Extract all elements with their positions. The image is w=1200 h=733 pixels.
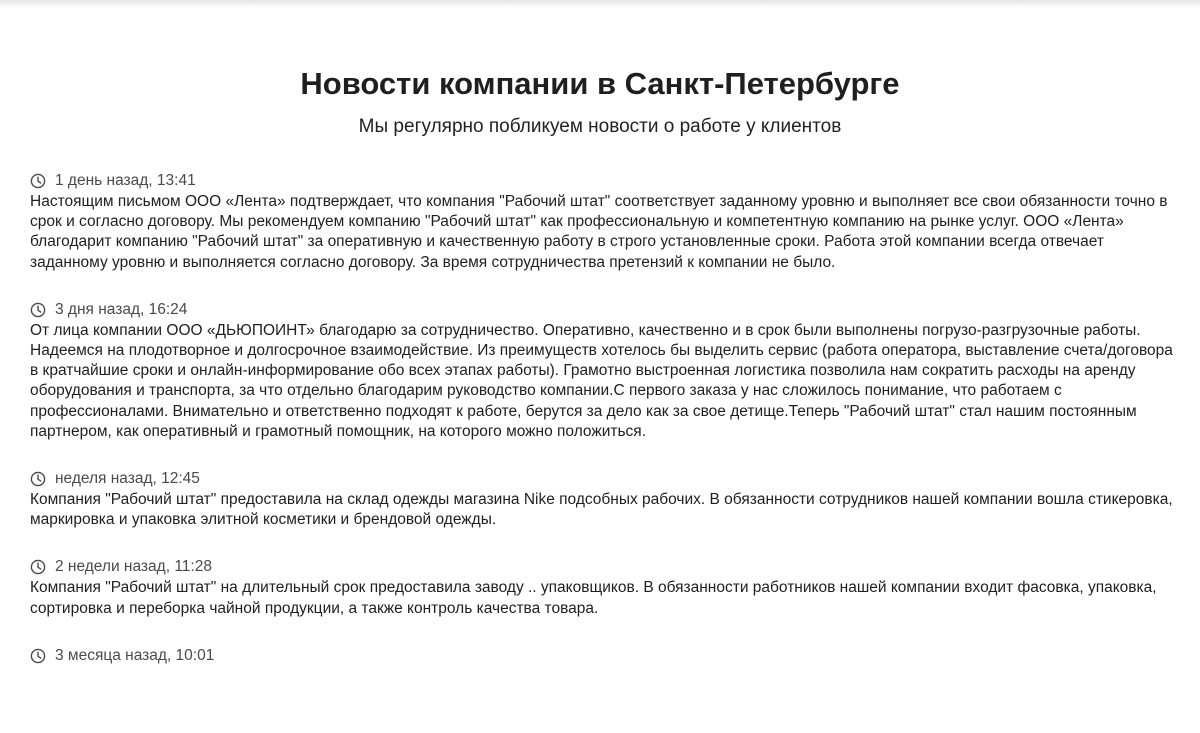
news-time: 3 дня назад, 16:24 xyxy=(55,300,188,318)
news-meta xyxy=(30,170,1180,192)
news-item xyxy=(30,299,1180,442)
news-list xyxy=(30,170,1180,693)
news-item xyxy=(30,556,1180,618)
news-text: Компания "Рабочий штат" предоставила на склад одежды магазина Nike подсобных рабочих. В обязанности сотрудников нашей компании вошла стикеровка, маркировка и упаковка элитной косметики и брендовой одежды. xyxy=(30,491,1173,529)
news-meta xyxy=(30,556,1180,578)
clock-icon xyxy=(30,559,46,575)
news-meta xyxy=(30,299,1180,321)
news-text: Компания "Рабочий штат" на длительный срок предоставила заводу .. упаковщиков. В обязанности работников нашей компании входит фасовка, упаковка, сортировка и переборка чайной продукции, а также контроль качества товара. xyxy=(30,579,1157,617)
news-item xyxy=(30,170,1180,273)
news-time: 1 день назад, 13:41 xyxy=(55,172,196,189)
news-text: Настоящим письмом ООО «Лента» подтверждает, что компания "Рабочий штат" соответствует заданному уровню и выполняет все свои обязанности точно в срок и согласно договору. Мы рекомендуем компанию "Рабочий штат" как профессиональную и компетентную компанию на рынке услуг. ООО «Лента» благодарит компанию "Рабочий штат" за оперативную и качественную работу в строго установленные сроки. Работа этой компании всегда отвечает заданному уровню и выполняется согласно договору. За время сотрудничества претензий к компании не было. xyxy=(30,193,1168,271)
news-time: 2 недели назад, 11:28 xyxy=(55,558,212,576)
clock-icon xyxy=(30,648,46,664)
clock-icon xyxy=(30,471,46,487)
news-item xyxy=(30,645,1180,667)
clock-icon xyxy=(30,173,46,189)
news-item xyxy=(30,468,1180,530)
news-time: неделя назад, 12:45 xyxy=(55,470,200,488)
page-subtitle: Мы регулярно побликуем новости о работе у клиентов xyxy=(358,116,842,137)
clock-icon xyxy=(30,302,46,318)
top-shadow xyxy=(0,0,1200,8)
page-title: Новости компании в Санкт-Петербурге xyxy=(300,66,900,101)
news-time: 3 месяца назад, 10:01 xyxy=(55,646,215,664)
news-meta xyxy=(30,468,1180,490)
news-text: От лица компании ООО «ДЬЮПОИНТ» благодарю за сотрудничество. Оперативно, качественно и в срок были выполнены погрузо-разгрузочные работы. Надеемся на плодотворное и долгосрочное взаимодействие. Из преимуществ хотелось бы выделить сервис (работа оператора, выставление счета/договора в кратчайшие сроки и онлайн-информирование обо всех этапах работы). Грамотно выстроенная логистика позволила нам сократить расходы на аренду оборудования и транспорта, за что отдельно благодарим руководство компании.С первого заказа у нас сложилось понимание, что работаем с профессионалами. Внимательно и ответственно подходят к работе, берутся за дело как за свое детище.Теперь "Рабочий штат" стал нашим постоянным партнером, как оперативный и грамотный помощник, на которого можно положиться. xyxy=(30,321,1173,440)
news-meta xyxy=(30,645,1180,667)
